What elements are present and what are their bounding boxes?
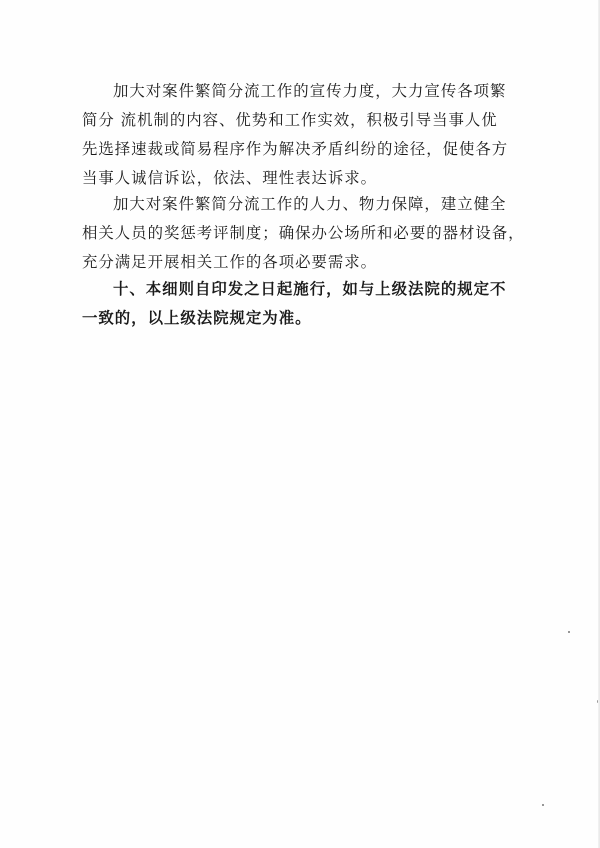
- paragraph-line: 加大对案件繁简分流工作的宣传力度，大力宣传各项繁: [113, 82, 507, 100]
- paragraph-line: 加大对案件繁简分流工作的人力、物力保障，建立健全: [113, 195, 507, 213]
- paragraph-line: 当事人诚信诉讼，依法、理性表达诉求。: [82, 169, 378, 187]
- scan-speck: [542, 804, 544, 806]
- paragraph-line: 相关人员的奖惩考评制度；确保办公场所和必要的器材设备，: [82, 224, 525, 242]
- paragraph-line: 一致的，以上级法院规定为准。: [82, 309, 312, 327]
- paragraph-support: [82, 190, 525, 277]
- paragraph-effective-date: [82, 275, 522, 333]
- paragraph-line: 先选择速裁或简易程序作为解决矛盾纠纷的途径，促使各方: [82, 140, 509, 158]
- paragraph-publicity: [82, 77, 522, 193]
- paragraph-line: 充分满足开展相关工作的各项必要需求。: [82, 253, 378, 271]
- paragraph-line: 十、本细则自印发之日起施行，如与上级法院的规定不: [113, 280, 507, 298]
- paragraph-line: 简分 流机制的内容、优势和工作实效，积极引导当事人优: [82, 111, 498, 129]
- scan-speck: [568, 631, 570, 633]
